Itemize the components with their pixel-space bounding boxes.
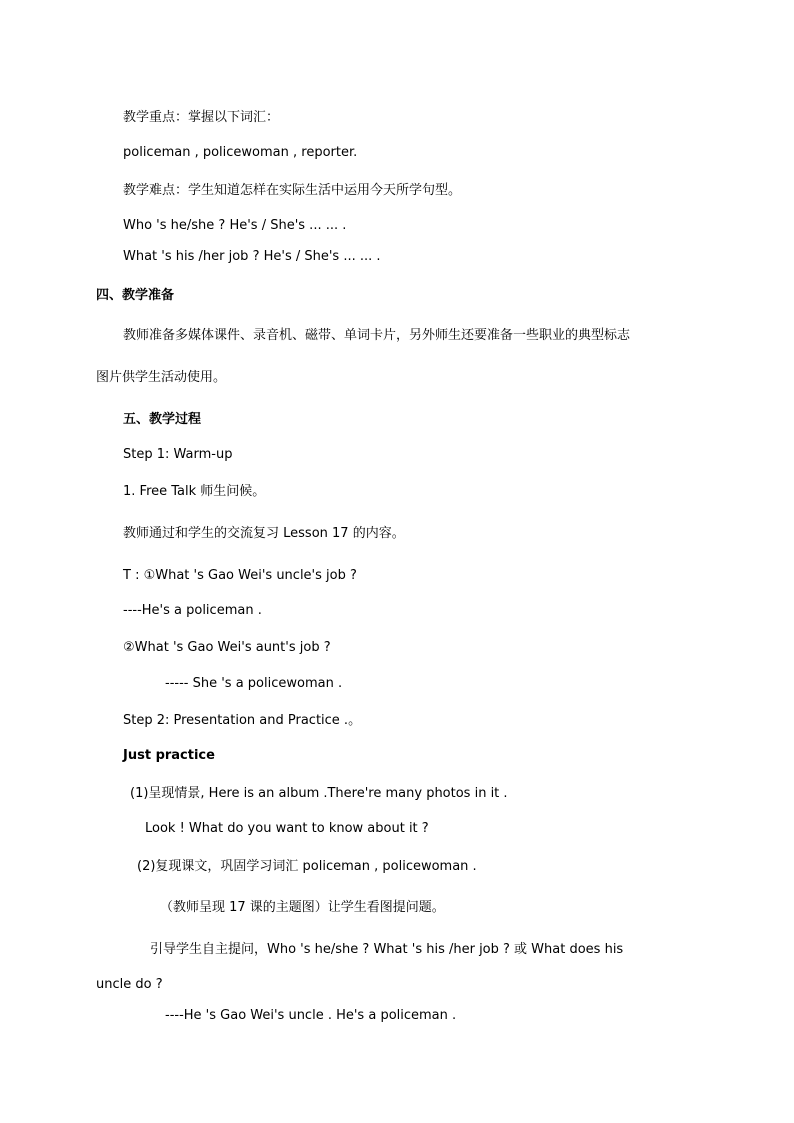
- practice-item-2: (2)复现课文，巩固学习词汇 policeman , policewoman .: [137, 859, 477, 874]
- preparation-text-line-1: 教师准备多媒体课件、录音机、磁带、单词卡片，另外师生还要准备一些职业的典型标志: [123, 328, 631, 343]
- answer-2: ----- She 's a policewoman .: [165, 676, 343, 691]
- step-1-title: Step 1: Warm-up: [123, 447, 233, 462]
- sentence-pattern-2: What 's his /her job ? He's / She's ... ... .: [123, 249, 381, 264]
- just-practice-heading: Just practice: [123, 748, 215, 763]
- teacher-question-1: T : ①What 's Gao Wei's uncle's job ?: [123, 568, 357, 583]
- guide-questions-line-1: 引导学生自主提问，Who 's he/she ? What 's his /her job ? 或 What does his: [150, 942, 624, 957]
- section-heading-preparation: 四、教学准备: [96, 288, 175, 303]
- answer-3: ----He 's Gao Wei's uncle . He's a policeman .: [165, 1008, 457, 1023]
- key-points-heading: 教学重点：掌握以下词汇：: [123, 110, 280, 125]
- step-2-title: Step 2: Presentation and Practice .。: [123, 713, 362, 728]
- practice-item-1-question: Look ! What do you want to know about it ?: [145, 821, 429, 836]
- answer-1: ----He's a policeman .: [123, 603, 262, 618]
- review-instruction: 教师通过和学生的交流复习 Lesson 17 的内容。: [123, 526, 405, 541]
- difficult-points-heading: 教学难点：学生知道怎样在实际生活中运用今天所学句型。: [123, 183, 462, 198]
- key-vocabulary: policeman , policewoman , reporter.: [123, 145, 358, 160]
- teacher-shows-picture: （教师呈现 17 课的主题图）让学生看图提问题。: [160, 900, 445, 915]
- teacher-question-2: ②What 's Gao Wei's aunt's job ?: [123, 640, 331, 655]
- guide-questions-line-2: uncle do ?: [96, 977, 163, 992]
- preparation-text-line-2: 图片供学生活动使用。: [96, 370, 227, 385]
- practice-item-1: (1)呈现情景, Here is an album .There're many photos in it .: [130, 786, 508, 801]
- free-talk-item: 1. Free Talk 师生问候。: [123, 484, 266, 499]
- sentence-pattern-1: Who 's he/she ? He's / She's ... ... .: [123, 218, 347, 233]
- section-heading-process: 五、教学过程: [123, 412, 202, 427]
